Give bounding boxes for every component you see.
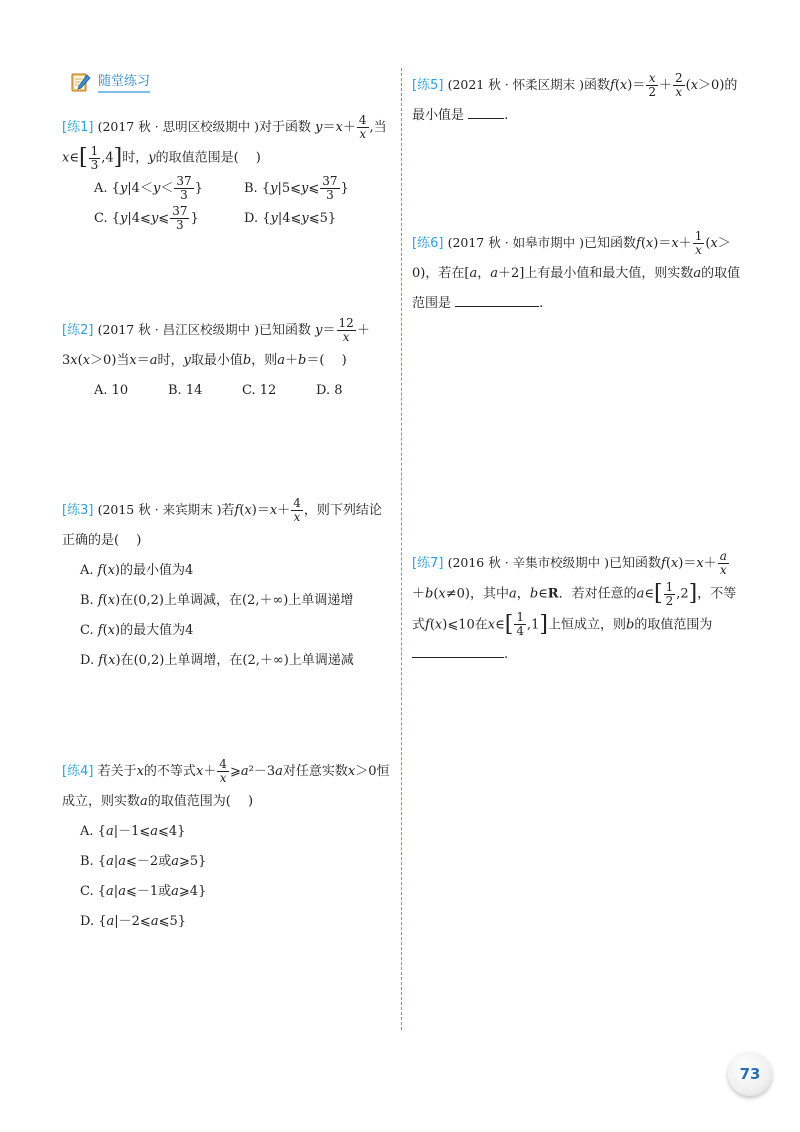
option-d[interactable]: D. {a|－2⩽a⩽5} — [80, 914, 187, 929]
problem-1-options — [94, 174, 392, 234]
problem-source: (2021 秋 · 怀柔区期末 ) — [447, 77, 584, 92]
problem-2-options — [94, 376, 392, 406]
option-d[interactable]: D. {y|4⩽y⩽5} — [244, 210, 337, 226]
problem-tag: [练4] — [62, 764, 94, 779]
problem-5: [练5] (2021 秋 · 怀柔区期末 )函数f(x)＝ $\frac{x}{2}$ ＋ $\frac{2}{x}$ (x＞0)的最小值是 . — [412, 71, 738, 123]
option-b[interactable]: B. f(x)在(0,2)上单调减，在(2,＋∞)上单调递增 — [80, 593, 354, 608]
option-b[interactable]: B. 14 — [168, 383, 203, 398]
option-a[interactable]: A. {a|－1⩽a⩽4} — [80, 824, 186, 839]
page-number: 73 — [739, 1065, 761, 1083]
option-c[interactable]: C. 12 — [242, 383, 277, 398]
option-a[interactable]: A. f(x)的最小值为4 — [80, 563, 194, 578]
problem-4-options — [80, 817, 392, 937]
option-c[interactable]: C. {y|4⩽y⩽ $\frac{37}{3}$ } — [94, 203, 199, 232]
option-d[interactable]: D. 8 — [316, 383, 343, 398]
option-b[interactable]: B. {y|5⩽y⩽ $\frac{37}{3}$ } — [244, 173, 349, 202]
problem-2 — [62, 315, 392, 406]
problem-tag: [练2] — [62, 323, 94, 338]
problem-source: (2016 秋 · 辛集市校级期中 ) — [447, 555, 609, 570]
problem-source: (2017 秋 · 思明区校级期中 ) — [97, 119, 259, 134]
problem-tag: [练3] — [62, 503, 94, 518]
problem-2-stem: [练2] (2017 秋 · 昌江区校级期中 )已知函数 y＝ $\frac{12}{x}$ ＋3x(x＞0)当x＝a时，y取最小值b，则a＋b＝( ) — [62, 316, 370, 368]
section-title: 随堂练习 — [98, 70, 150, 93]
notebook-pencil-icon — [70, 71, 92, 93]
problem-source: (2015 秋 · 来宾期末 ) — [97, 502, 222, 517]
problem-3-options — [80, 556, 392, 676]
problem-4 — [62, 757, 392, 937]
answer-blank[interactable] — [468, 102, 504, 119]
problem-1 — [62, 112, 392, 234]
problem-tag: [练1] — [62, 120, 94, 135]
option-d[interactable]: D. f(x)在(0,2)上单调增，在(2,＋∞)上单调递减 — [80, 653, 354, 668]
left-column — [62, 70, 392, 929]
problem-3 — [62, 495, 392, 676]
problem-3-stem: [练3] (2015 秋 · 来宾期末 )若f(x)＝x＋ $\frac{4}{x}$ ，则下列结论正确的是( ) — [62, 496, 382, 548]
answer-blank[interactable] — [455, 290, 539, 307]
problem-1-stem: [练1] (2017 秋 · 思明区校级期中 )对于函数 y＝x＋ $\frac{4}{x}$ ,当x∈[ $\frac{1}{3}$ ,4]时，y的取值范围是( ) — [62, 113, 387, 172]
problem-source: (2017 秋 · 昌江区校级期中 ) — [97, 322, 259, 337]
problem-4-stem: [练4] 若关于x的不等式x＋ $\frac{4}{x}$ ⩾a²－3a对任意实数x＞0恒成立，则实数a的取值范围为( ) — [62, 757, 390, 809]
problem-tag: [练6] — [412, 236, 444, 251]
answer-blank[interactable] — [412, 641, 504, 658]
option-b[interactable]: B. {a|a⩽－2或a⩾5} — [80, 854, 207, 869]
problem-7: [练7] (2016 秋 · 辛集市校级期中 )已知函数f(x)＝x＋ $\frac{a}{x}$ ＋b(x≠0)，其中a，b∈R．若对任意的a∈[ $\frac{1}{2}$ ,2]，不等式f(x)⩽10在x∈[ $\frac{1}{4}$ ,1]上恒成立，则b的取值范围为 . — [412, 549, 737, 662]
option-c[interactable]: C. {a|a⩽－1或a⩾4} — [80, 884, 207, 899]
option-a[interactable]: A. 10 — [94, 383, 129, 398]
problem-6: [练6] (2017 秋 · 如皋市期中 )已知函数f(x)＝x＋ $\frac{1}{x}$ (x＞0)，若在[a，a＋2]上有最小值和最大值，则实数a的取值范围是 . — [412, 229, 741, 311]
problem-source: (2017 秋 · 如皋市期中 ) — [447, 235, 584, 250]
section-header — [70, 70, 392, 93]
option-c[interactable]: C. f(x)的最大值为4 — [80, 623, 194, 638]
problem-tag: [练5] — [412, 78, 444, 93]
option-a[interactable]: A. {y|4＜y＜ $\frac{37}{3}$ } — [94, 173, 203, 202]
problem-tag: [练7] — [412, 556, 444, 571]
page-number-badge — [728, 1052, 772, 1096]
